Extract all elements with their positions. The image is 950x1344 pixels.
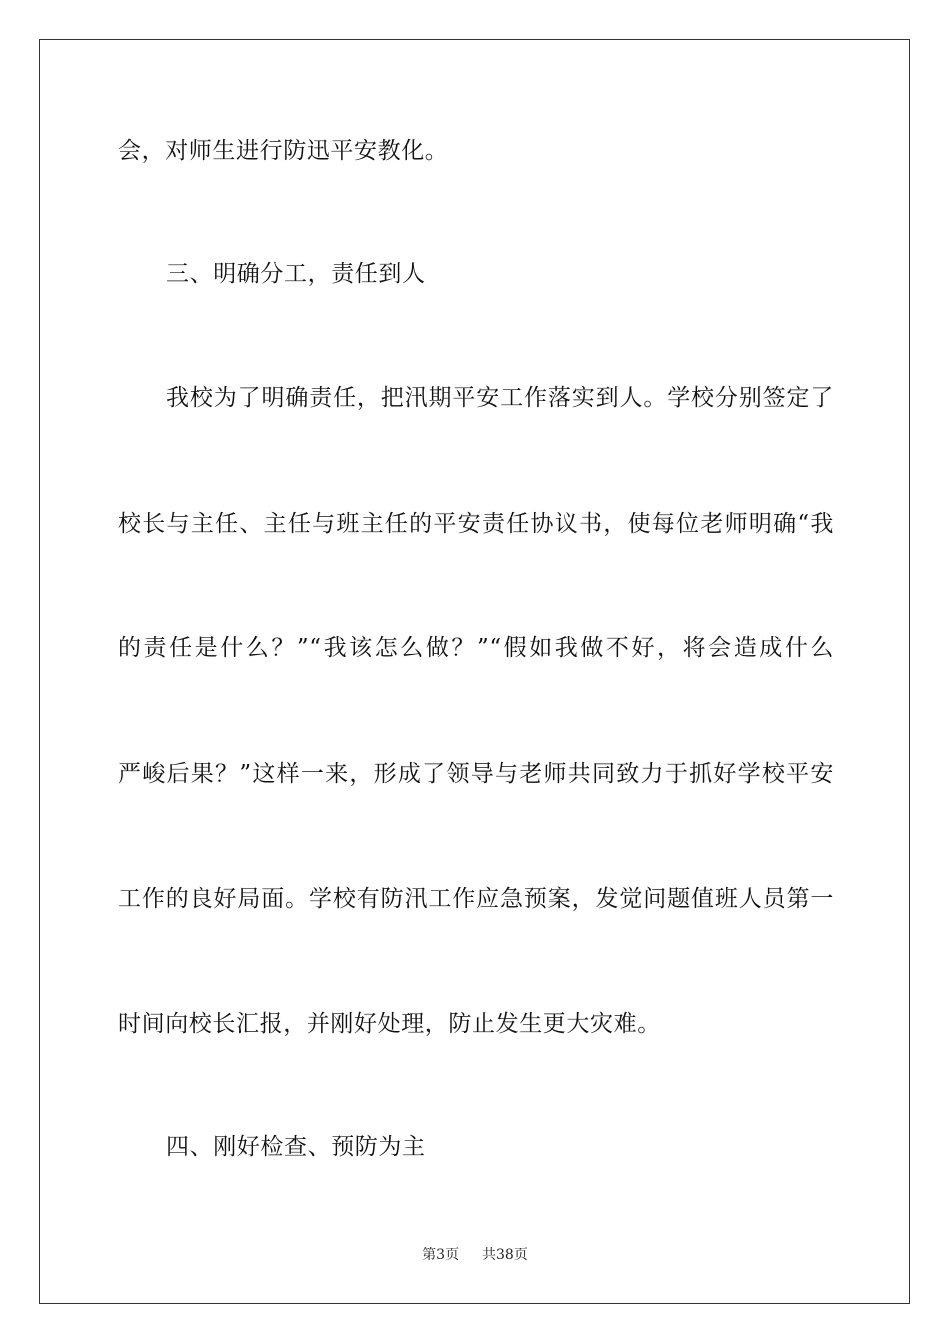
page-number: 第3页	[422, 1247, 460, 1263]
paragraph-line: 工作的良好局面。学校有防汛工作应急预案，发觉问题值班人员第一	[118, 886, 834, 912]
paragraph-line: 严峻后果？”这样一来，形成了领导与老师共同致力于抓好学校平安	[118, 761, 834, 787]
section-heading: 四、刚好检查、预防为主	[166, 1134, 426, 1160]
page-footer	[0, 1246, 950, 1264]
paragraph-line: 我校为了明确责任，把汛期平安工作落实到人。学校分别签定了	[166, 385, 834, 411]
page-border	[39, 39, 910, 1304]
section-heading: 三、明确分工，责任到人	[166, 261, 426, 287]
paragraph-line: 的责任是什么？”“我该怎么做？”“假如我做不好，将会造成什么	[118, 635, 834, 661]
paragraph-line: 时间向校长汇报，并刚好处理，防止发生更大灾难。	[118, 1011, 661, 1037]
paragraph-line: 校长与主任、主任与班主任的平安责任协议书，使每位老师明确“我	[118, 511, 834, 537]
paragraph-line: 会，对师生进行防迅平安教化。	[118, 138, 449, 164]
page-total: 共38页	[482, 1247, 528, 1263]
